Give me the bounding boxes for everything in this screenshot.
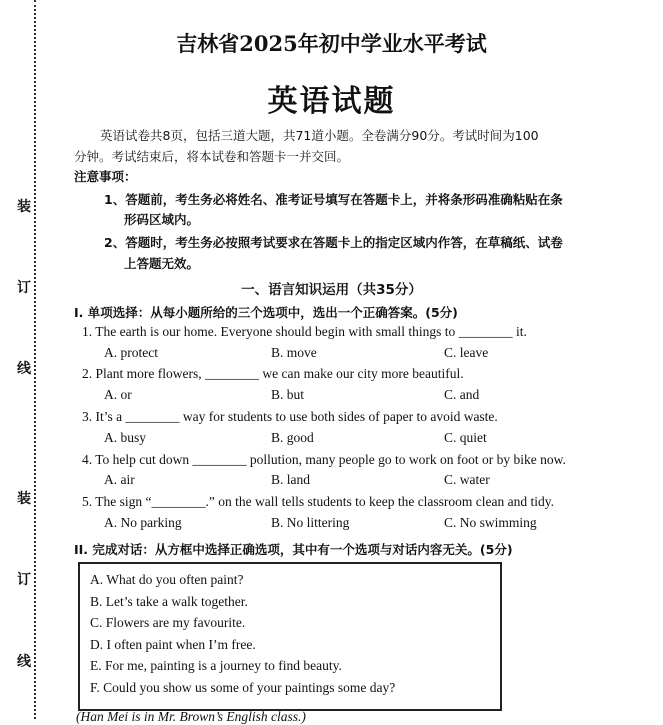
option: A. No parking — [104, 515, 182, 530]
note-item: 2、答题时，考生务必按照考试要求在答题卡上的指定区域内作答，在草稿纸、试卷 — [104, 235, 563, 250]
binding-mark: 线 — [17, 651, 31, 671]
option: C. quiet — [444, 430, 487, 445]
option: C. water — [444, 472, 490, 487]
exam-title: 吉林省2025年初中学业水平考试 — [176, 31, 487, 56]
option: C. No swimming — [444, 515, 537, 530]
option: A. busy — [104, 430, 147, 445]
option: A. or — [104, 387, 132, 402]
dialogue-context: (Han Mei is in Mr. Brown’s English class.) — [76, 709, 306, 724]
option: B. land — [271, 472, 310, 487]
intro-line: 分钟。考试结束后，将本试卷和答题卡一并交回。 — [74, 149, 350, 164]
question-stem: 1. The earth is our home. Everyone should begin with small things to ________ it. — [82, 324, 527, 339]
part2-instructions: II. 完成对话：从方框中选择正确选项，其中有一个选项与对话内容无关。(5分) — [74, 542, 513, 557]
binding-mark: 订 — [17, 569, 31, 589]
intro-line: 英语试卷共8页，包括三道大题，共71道小题。全卷满分90分。考试时间为100 — [100, 128, 539, 143]
option: B. move — [271, 345, 317, 360]
binding-mark: 装 — [17, 488, 31, 508]
box-option: E. For me, painting is a journey to find beauty. — [90, 658, 342, 673]
box-option: A. What do you often paint? — [90, 572, 244, 587]
question-stem: 4. To help cut down ________ pollution, many people go to work on foot or by bike now. — [82, 452, 566, 467]
question-stem: 5. The sign “________.” on the wall tells students to keep the classroom clean and tidy. — [82, 494, 555, 509]
part1-instructions: I. 单项选择：从每小题所给的三个选项中，选出一个正确答案。(5分) — [74, 305, 458, 320]
box-option: B. Let’s take a walk together. — [90, 594, 248, 609]
note-item: 1、答题前，考生务必将姓名、准考证号填写在答题卡上，并将条形码准确粘贴在条 — [104, 192, 563, 207]
box-option: C. Flowers are my favourite. — [90, 615, 246, 630]
binding-mark: 订 — [17, 277, 31, 297]
question-stem: 2. Plant more flowers, ________ we can make our city more beautiful. — [82, 366, 464, 381]
option: A. protect — [104, 345, 158, 360]
binding-mark: 线 — [17, 358, 31, 378]
notes-heading: 注意事项： — [74, 169, 137, 184]
question-stem: 3. It’s a ________ way for students to use both sides of paper to avoid waste. — [82, 409, 498, 424]
box-option: F. Could you show us some of your paintings some day? — [90, 680, 396, 695]
box-option: D. I often paint when I’m free. — [90, 637, 256, 652]
note-item: 形码区域内。 — [124, 212, 200, 227]
note-item: 上答题无效。 — [124, 256, 200, 271]
section-heading: 一、语言知识运用（共35分） — [241, 282, 422, 298]
binding-mark: 装 — [17, 196, 31, 216]
option: B. No littering — [271, 515, 350, 530]
option: C. and — [444, 387, 480, 402]
option: B. good — [271, 430, 314, 445]
option: B. but — [271, 387, 305, 402]
option: A. air — [104, 472, 135, 487]
subject-title: 英语试题 — [267, 84, 396, 119]
option: C. leave — [444, 345, 489, 360]
